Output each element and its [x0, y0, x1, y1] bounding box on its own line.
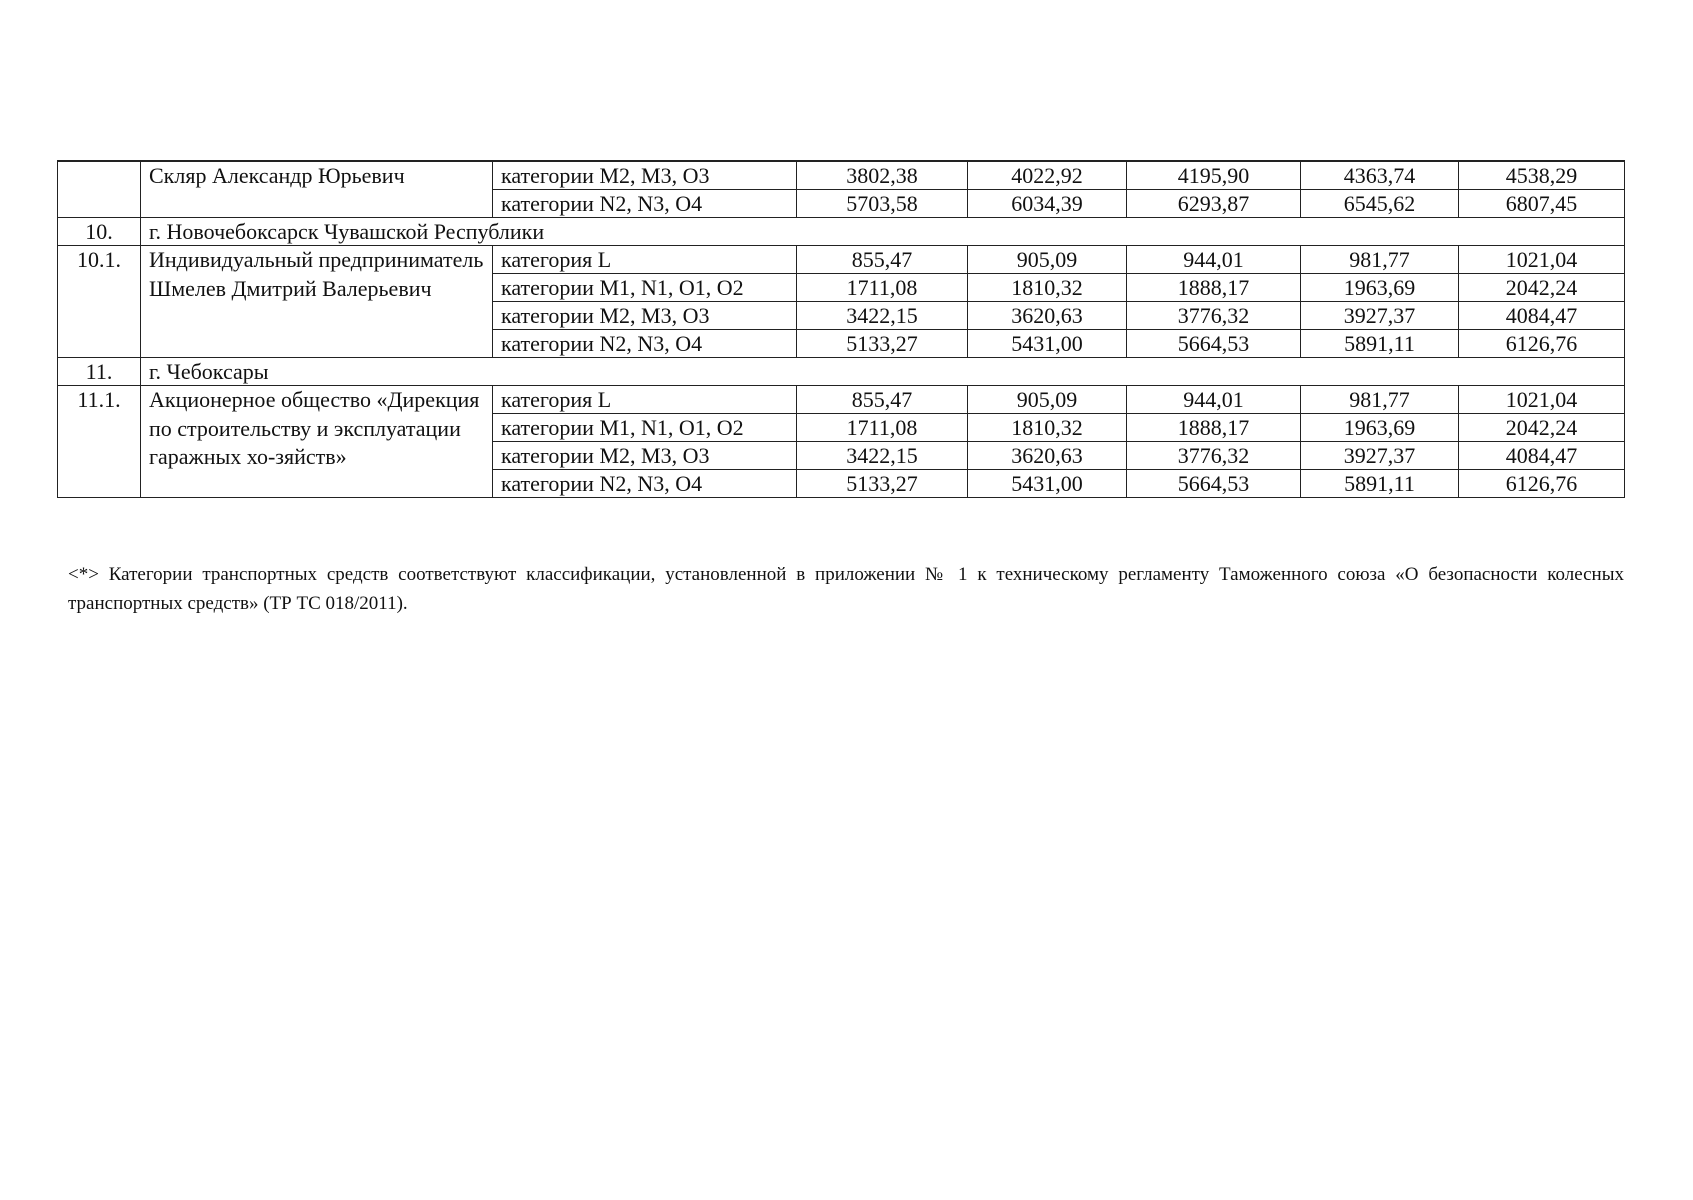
footnote: <*> Категории транспортных средств соответствуют классификации, установленной в приложении № 1 к техническому регламенту Таможенного союза «О безопасности колесных транспортных средств» (ТР ТС 018/2011).	[68, 564, 1624, 614]
value-cell: 981,77	[1301, 246, 1459, 274]
value-cell: 3802,38	[797, 161, 968, 190]
value-cell: 1888,17	[1127, 414, 1301, 442]
value-cell: 3620,63	[968, 442, 1127, 470]
value-cell: 5703,58	[797, 190, 968, 218]
value-cell: 5891,11	[1301, 470, 1459, 498]
value-cell: 5431,00	[968, 330, 1127, 358]
value-cell: 1711,08	[797, 274, 968, 302]
value-cell: 2042,24	[1459, 414, 1625, 442]
value-cell: 981,77	[1301, 386, 1459, 414]
value-cell: 5664,53	[1127, 470, 1301, 498]
value-cell: 5664,53	[1127, 330, 1301, 358]
org-name-cell: Акционерное общество «Дирекция по строительству и эксплуатации гаражных хо-зяйств»	[141, 386, 493, 498]
value-cell: 3422,15	[797, 442, 968, 470]
value-cell: 855,47	[797, 386, 968, 414]
category-cell: категории N2, N3, O4	[493, 190, 797, 218]
value-cell: 3422,15	[797, 302, 968, 330]
row-number-cell: 10.1.	[58, 246, 141, 358]
value-cell: 1963,69	[1301, 414, 1459, 442]
value-cell: 5133,27	[797, 470, 968, 498]
category-cell: категории N2, N3, O4	[493, 470, 797, 498]
value-cell: 6126,76	[1459, 470, 1625, 498]
value-cell: 1810,32	[968, 414, 1127, 442]
row-number-cell	[58, 161, 141, 218]
section-title: г. Новочебоксарск Чувашской Республики	[141, 218, 1625, 246]
section-header-row	[58, 358, 1625, 386]
tariff-table	[57, 160, 1625, 498]
value-cell: 4022,92	[968, 161, 1127, 190]
value-cell: 2042,24	[1459, 274, 1625, 302]
value-cell: 1888,17	[1127, 274, 1301, 302]
category-cell: категории N2, N3, O4	[493, 330, 797, 358]
value-cell: 4538,29	[1459, 161, 1625, 190]
org-name-cell: Скляр Александр Юрьевич	[141, 161, 493, 218]
org-name-cell: Индивидуальный предприниматель Шмелев Дмитрий Валерьевич	[141, 246, 493, 358]
value-cell: 4363,74	[1301, 161, 1459, 190]
category-cell: категории M1, N1, O1, O2	[493, 414, 797, 442]
category-cell: категория L	[493, 246, 797, 274]
value-cell: 6034,39	[968, 190, 1127, 218]
value-cell: 905,09	[968, 386, 1127, 414]
value-cell: 3776,32	[1127, 302, 1301, 330]
value-cell: 1963,69	[1301, 274, 1459, 302]
category-cell: категории М2, М3, О3	[493, 161, 797, 190]
section-number: 10.	[58, 218, 141, 246]
value-cell: 1810,32	[968, 274, 1127, 302]
value-cell: 5431,00	[968, 470, 1127, 498]
value-cell: 905,09	[968, 246, 1127, 274]
section-header-row	[58, 218, 1625, 246]
value-cell: 3927,37	[1301, 302, 1459, 330]
table-row	[58, 246, 1625, 274]
section-number: 11.	[58, 358, 141, 386]
value-cell: 3620,63	[968, 302, 1127, 330]
value-cell: 1021,04	[1459, 246, 1625, 274]
table-row	[58, 386, 1625, 414]
value-cell: 6545,62	[1301, 190, 1459, 218]
value-cell: 5891,11	[1301, 330, 1459, 358]
value-cell: 4084,47	[1459, 442, 1625, 470]
row-number-cell: 11.1.	[58, 386, 141, 498]
value-cell: 5133,27	[797, 330, 968, 358]
category-cell: категории М2, М3, О3	[493, 302, 797, 330]
section-title: г. Чебоксары	[141, 358, 1625, 386]
category-cell: категории М2, М3, О3	[493, 442, 797, 470]
value-cell: 855,47	[797, 246, 968, 274]
table-row	[58, 161, 1625, 190]
value-cell: 6293,87	[1127, 190, 1301, 218]
value-cell: 4195,90	[1127, 161, 1301, 190]
value-cell: 3927,37	[1301, 442, 1459, 470]
value-cell: 944,01	[1127, 386, 1301, 414]
category-cell: категория L	[493, 386, 797, 414]
category-cell: категории M1, N1, O1, O2	[493, 274, 797, 302]
value-cell: 1711,08	[797, 414, 968, 442]
value-cell: 944,01	[1127, 246, 1301, 274]
value-cell: 1021,04	[1459, 386, 1625, 414]
value-cell: 3776,32	[1127, 442, 1301, 470]
value-cell: 6126,76	[1459, 330, 1625, 358]
value-cell: 4084,47	[1459, 302, 1625, 330]
value-cell: 6807,45	[1459, 190, 1625, 218]
